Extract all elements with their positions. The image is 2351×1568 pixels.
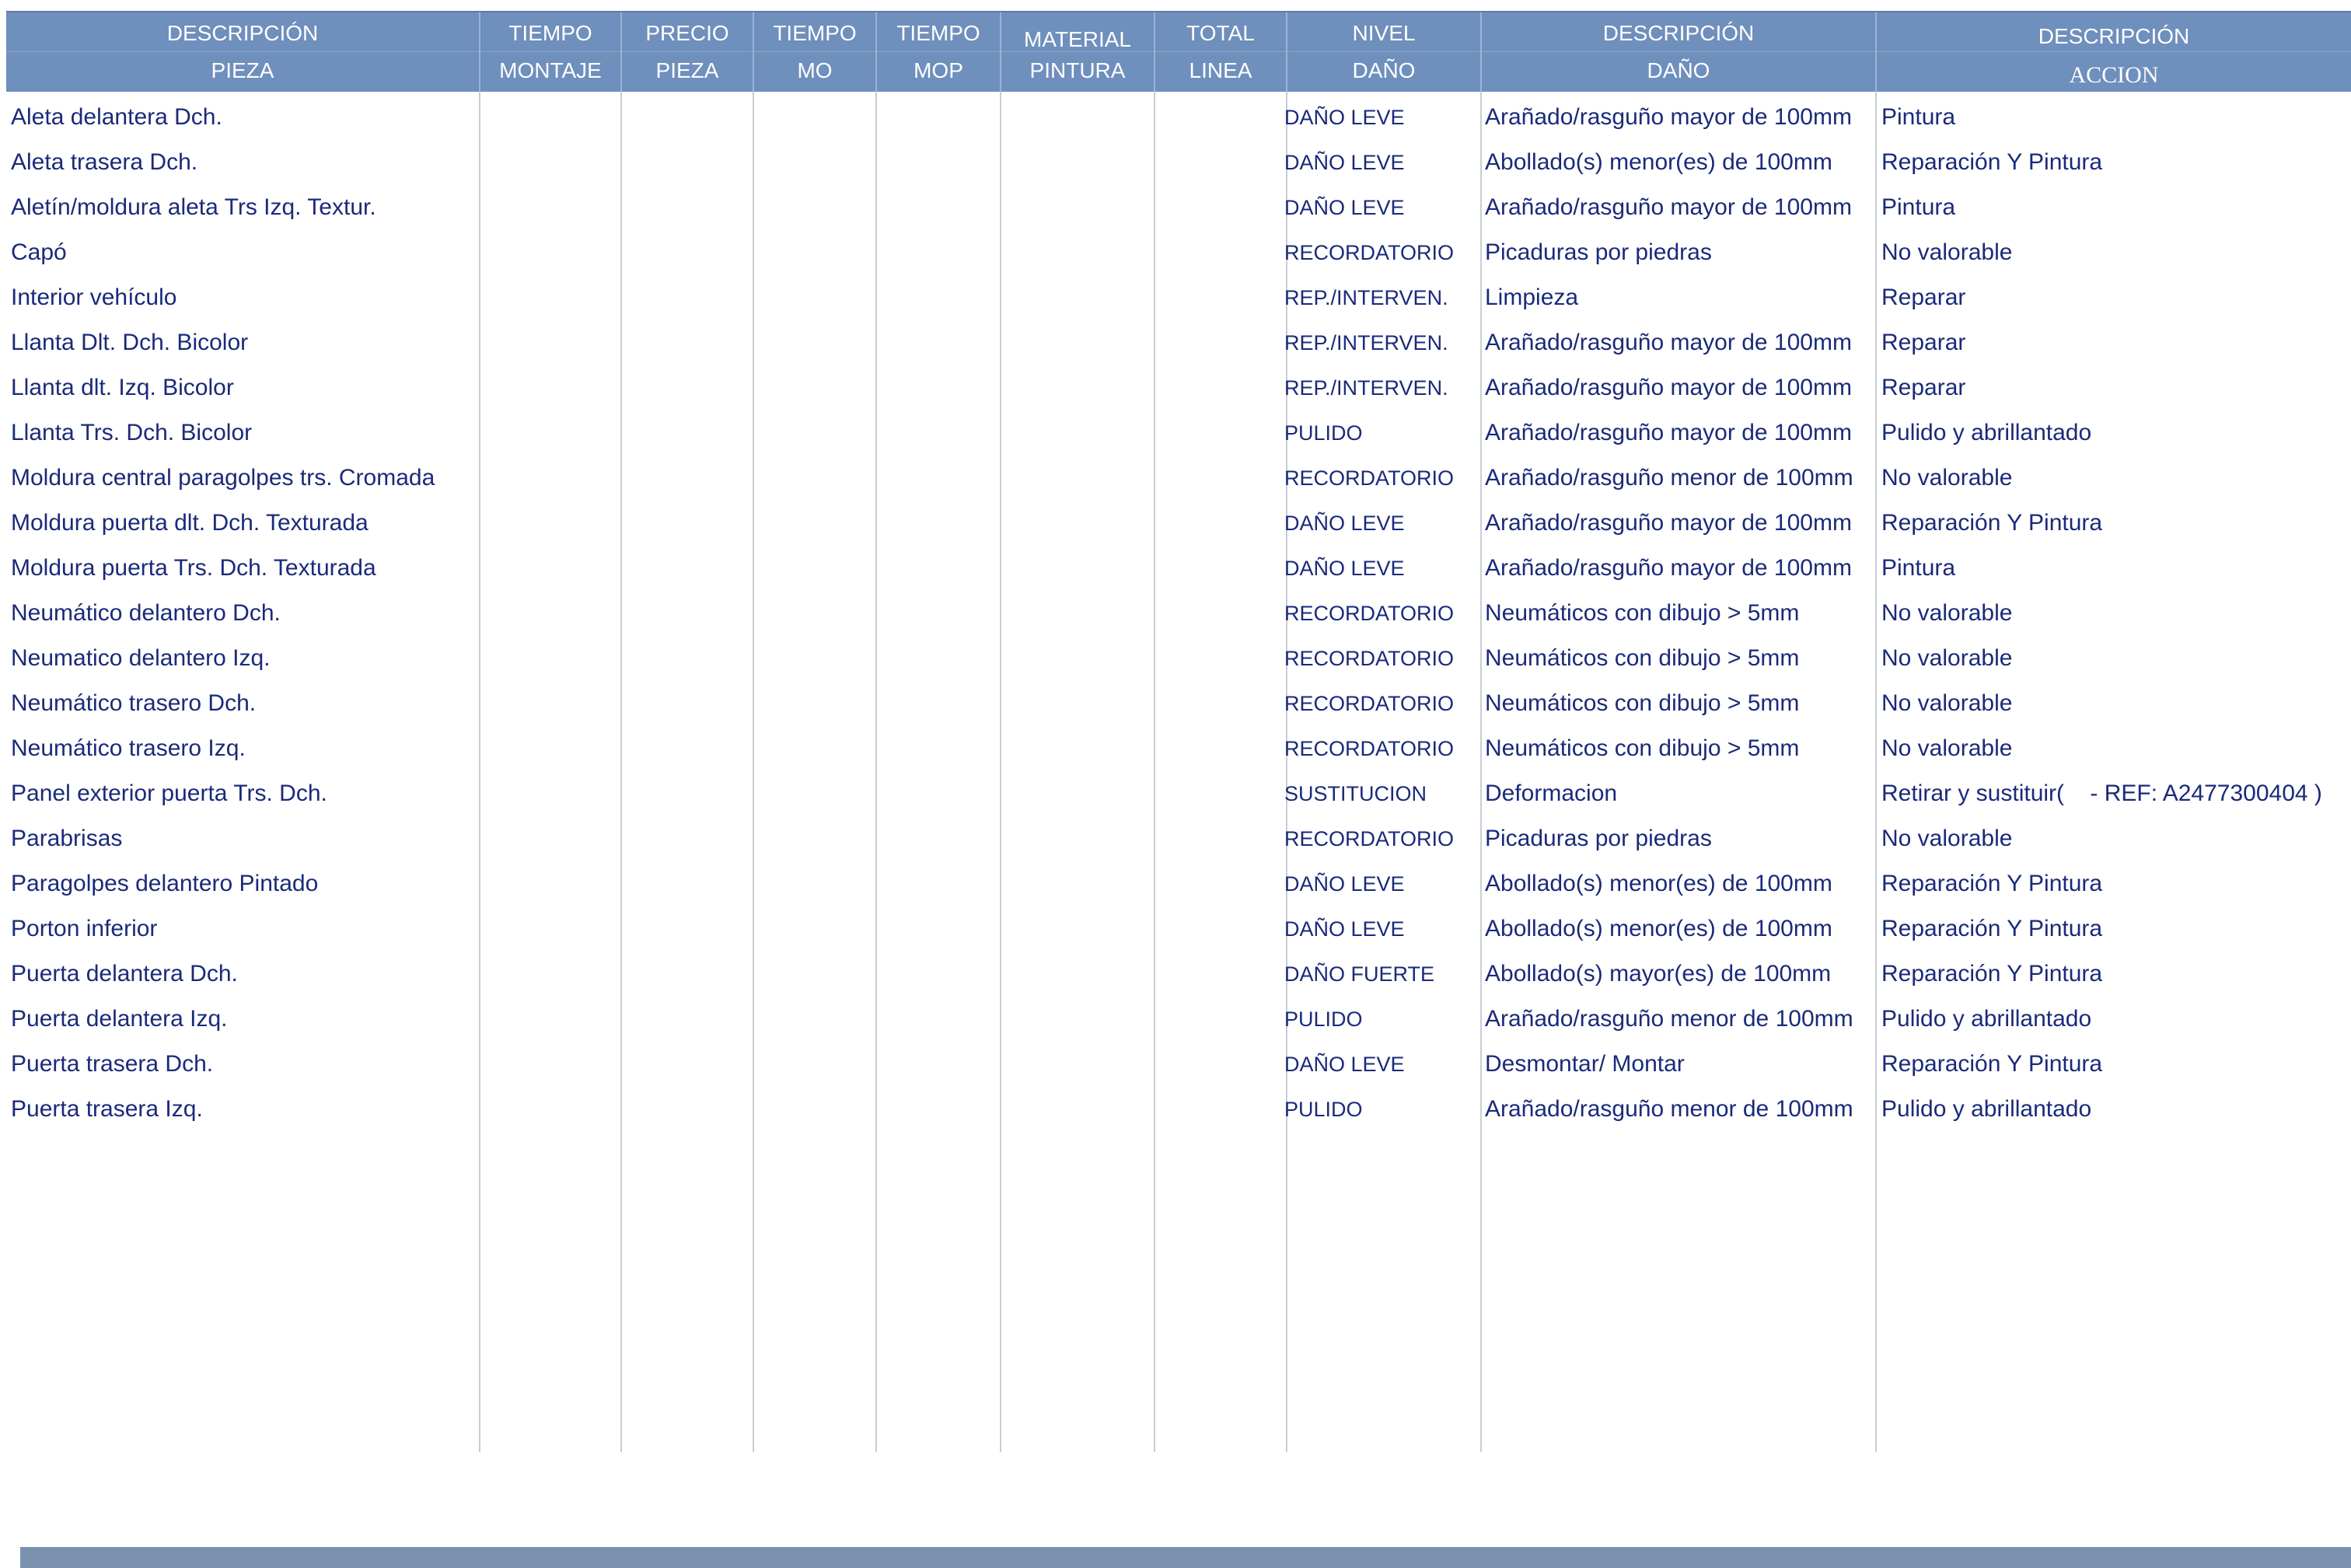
header-label: NIVEL — [1352, 21, 1416, 45]
cell-nivel: DAÑO LEVE — [1284, 512, 1405, 535]
header-label: DESCRIPCIÓN — [2038, 24, 2190, 48]
cell-accion: No valorable — [1881, 690, 2013, 716]
cell-pieza: Parabrisas — [11, 826, 123, 851]
cell-nivel: RECORDATORIO — [1284, 602, 1455, 625]
table-row — [6, 997, 2351, 1042]
cell-dano: Neumáticos con dibujo > 5mm — [1485, 600, 1800, 626]
cell-accion: Retirar y sustituir( - REF: A2477300404 ) — [1881, 781, 2322, 806]
cell-pieza: Neumático delantero Dch. — [11, 600, 281, 626]
table-row — [6, 681, 2351, 726]
cell-nivel: RECORDATORIO — [1284, 692, 1455, 715]
header-tiempo-mo — [754, 12, 875, 93]
cell-nivel: RECORDATORIO — [1284, 827, 1455, 850]
cell-pieza: Neumatico delantero Izq. — [11, 645, 271, 671]
cell-accion: No valorable — [1881, 465, 2013, 491]
table-header — [6, 11, 2351, 92]
cell-pieza: Llanta Dlt. Dch. Bicolor — [11, 330, 249, 355]
cell-accion: Pulido y abrillantado — [1881, 1096, 2092, 1122]
cell-accion: Reparación Y Pintura — [1881, 871, 2103, 896]
header-label: MO — [797, 58, 833, 82]
cell-pieza: Panel exterior puerta Trs. Dch. — [11, 781, 327, 806]
table-row — [6, 95, 2351, 140]
cell-pieza: Moldura puerta dlt. Dch. Texturada — [11, 510, 369, 536]
header-tiempo-mop — [877, 12, 1000, 93]
cell-dano: Arañado/rasguño mayor de 100mm — [1485, 330, 1852, 355]
cell-pieza: Puerta trasera Izq. — [11, 1096, 203, 1122]
cell-pieza: Puerta delantera Dch. — [11, 961, 238, 987]
header-nivel-dano — [1287, 12, 1480, 93]
cell-dano: Neumáticos con dibujo > 5mm — [1485, 690, 1800, 716]
cell-nivel: DAÑO LEVE — [1284, 196, 1405, 219]
cell-nivel: RECORDATORIO — [1284, 241, 1455, 264]
cell-dano: Deformacion — [1485, 781, 1618, 806]
cell-pieza: Capó — [11, 239, 67, 265]
cell-dano: Arañado/rasguño mayor de 100mm — [1485, 420, 1852, 445]
header-label: PRECIO — [645, 21, 729, 45]
cell-dano: Abollado(s) menor(es) de 100mm — [1485, 871, 1832, 896]
table-row — [6, 816, 2351, 861]
cell-dano: Arañado/rasguño mayor de 100mm — [1485, 194, 1852, 220]
table-row — [6, 410, 2351, 456]
cell-accion: Pintura — [1881, 104, 1956, 130]
cell-dano: Arañado/rasguño menor de 100mm — [1485, 1096, 1853, 1122]
table-row — [6, 140, 2351, 185]
cell-nivel: DAÑO LEVE — [1284, 557, 1405, 580]
cell-pieza: Aleta delantera Dch. — [11, 104, 222, 130]
table-row — [6, 275, 2351, 320]
cell-accion: No valorable — [1881, 735, 2013, 761]
header-label: TIEMPO — [773, 21, 857, 45]
header-label: PINTURA — [1029, 58, 1126, 82]
cell-dano: Arañado/rasguño mayor de 100mm — [1485, 555, 1852, 581]
cell-nivel: RECORDATORIO — [1284, 647, 1455, 670]
cell-nivel: REP./INTERVEN. — [1284, 376, 1448, 400]
header-label: PIEZA — [211, 58, 274, 82]
cell-accion: Reparación Y Pintura — [1881, 916, 2103, 941]
table-row — [6, 906, 2351, 952]
table-row — [6, 952, 2351, 997]
cell-nivel: PULIDO — [1284, 1098, 1363, 1121]
cell-accion: Reparación Y Pintura — [1881, 510, 2103, 536]
cell-dano: Arañado/rasguño menor de 100mm — [1485, 465, 1853, 491]
cell-nivel: SUSTITUCION — [1284, 782, 1427, 805]
header-descripcion-pieza — [6, 12, 479, 93]
cell-nivel: DAÑO LEVE — [1284, 872, 1405, 896]
cell-dano: Limpieza — [1485, 285, 1579, 310]
header-label: DESCRIPCIÓN — [1602, 21, 1755, 45]
cell-nivel: DAÑO LEVE — [1284, 917, 1405, 941]
header-label: DAÑO — [1352, 58, 1416, 82]
cell-dano: Abollado(s) menor(es) de 100mm — [1485, 916, 1832, 941]
cell-pieza: Aleta trasera Dch. — [11, 149, 198, 175]
cell-dano: Neumáticos con dibujo > 5mm — [1485, 735, 1800, 761]
cell-accion: No valorable — [1881, 826, 2013, 851]
header-label: MONTAJE — [499, 58, 602, 82]
cell-accion: Pintura — [1881, 194, 1956, 220]
table-row — [6, 726, 2351, 771]
cell-accion: Reparación Y Pintura — [1881, 149, 2103, 175]
cell-dano: Abollado(s) mayor(es) de 100mm — [1485, 961, 1832, 987]
table-row — [6, 1087, 2351, 1132]
cell-pieza: Paragolpes delantero Pintado — [11, 871, 319, 896]
cell-dano: Picaduras por piedras — [1485, 239, 1712, 265]
cell-dano: Arañado/rasguño mayor de 100mm — [1485, 510, 1852, 536]
cell-pieza: Puerta delantera Izq. — [11, 1006, 228, 1032]
cell-nivel: DAÑO LEVE — [1284, 151, 1405, 174]
cell-nivel: REP./INTERVEN. — [1284, 331, 1448, 354]
cell-nivel: REP./INTERVEN. — [1284, 286, 1448, 309]
table-row — [6, 365, 2351, 410]
table-row — [6, 456, 2351, 501]
cell-pieza: Interior vehículo — [11, 285, 177, 310]
header-tiempo-montaje — [480, 12, 620, 93]
cell-pieza: Puerta trasera Dch. — [11, 1051, 214, 1077]
header-descripcion-dano — [1482, 12, 1875, 93]
header-label: TIEMPO — [896, 21, 980, 45]
table-row — [6, 771, 2351, 816]
header-label: TIEMPO — [508, 21, 592, 45]
cell-dano: Picaduras por piedras — [1485, 826, 1712, 851]
cell-nivel: RECORDATORIO — [1284, 737, 1455, 760]
cell-accion: Pulido y abrillantado — [1881, 1006, 2092, 1032]
cell-nivel: PULIDO — [1284, 1008, 1363, 1031]
cell-pieza: Neumático trasero Izq. — [11, 735, 246, 761]
cell-nivel: DAÑO LEVE — [1284, 106, 1405, 129]
cell-nivel: RECORDATORIO — [1284, 466, 1455, 490]
table-row — [6, 591, 2351, 636]
cell-nivel: DAÑO FUERTE — [1284, 962, 1435, 986]
cell-dano: Arañado/rasguño mayor de 100mm — [1485, 104, 1852, 130]
cell-accion: No valorable — [1881, 600, 2013, 626]
header-precio-pieza — [622, 12, 753, 93]
table-row — [6, 501, 2351, 546]
header-descripcion-accion — [1877, 12, 2351, 93]
header-total-linea — [1155, 12, 1286, 93]
table-row — [6, 636, 2351, 681]
header-label: MOP — [914, 58, 963, 82]
cell-pieza: Moldura puerta Trs. Dch. Texturada — [11, 555, 376, 581]
cell-pieza: Llanta Trs. Dch. Bicolor — [11, 420, 253, 445]
table-row — [6, 185, 2351, 230]
header-label: DAÑO — [1647, 58, 1710, 82]
cell-nivel: PULIDO — [1284, 421, 1363, 445]
header-material-pintura — [1001, 12, 1154, 93]
cell-accion: Reparación Y Pintura — [1881, 961, 2103, 987]
header-label: DESCRIPCIÓN — [166, 21, 319, 45]
table-row — [6, 861, 2351, 906]
table-row — [6, 1042, 2351, 1087]
cell-nivel: DAÑO LEVE — [1284, 1053, 1405, 1076]
footer-bar — [20, 1547, 2351, 1568]
cell-accion: No valorable — [1881, 645, 2013, 671]
table-row — [6, 230, 2351, 275]
header-label: MATERIAL — [1024, 27, 1131, 51]
cell-pieza: Aletín/moldura aleta Trs Izq. Textur. — [11, 194, 376, 220]
cell-accion: Reparar — [1881, 375, 1966, 400]
cell-accion: Pintura — [1881, 555, 1956, 581]
cell-dano: Desmontar/ Montar — [1485, 1051, 1685, 1077]
cell-pieza: Llanta dlt. Izq. Bicolor — [11, 375, 234, 400]
table-row — [6, 320, 2351, 365]
header-label: ACCION — [2069, 62, 2159, 88]
header-label: LINEA — [1189, 58, 1252, 82]
cell-pieza: Moldura central paragolpes trs. Cromada — [11, 465, 435, 491]
cell-pieza: Porton inferior — [11, 916, 158, 941]
cell-accion: Pulido y abrillantado — [1881, 420, 2092, 445]
table-row — [6, 546, 2351, 591]
cell-accion: Reparar — [1881, 285, 1966, 310]
cell-dano: Arañado/rasguño menor de 100mm — [1485, 1006, 1853, 1032]
header-label: TOTAL — [1186, 21, 1255, 45]
cell-dano: Abollado(s) menor(es) de 100mm — [1485, 149, 1832, 175]
cell-dano: Arañado/rasguño mayor de 100mm — [1485, 375, 1852, 400]
cell-dano: Neumáticos con dibujo > 5mm — [1485, 645, 1800, 671]
cell-accion: Reparación Y Pintura — [1881, 1051, 2103, 1077]
header-label: PIEZA — [655, 58, 719, 82]
cell-accion: No valorable — [1881, 239, 2013, 265]
cell-pieza: Neumático trasero Dch. — [11, 690, 257, 716]
cell-accion: Reparar — [1881, 330, 1966, 355]
